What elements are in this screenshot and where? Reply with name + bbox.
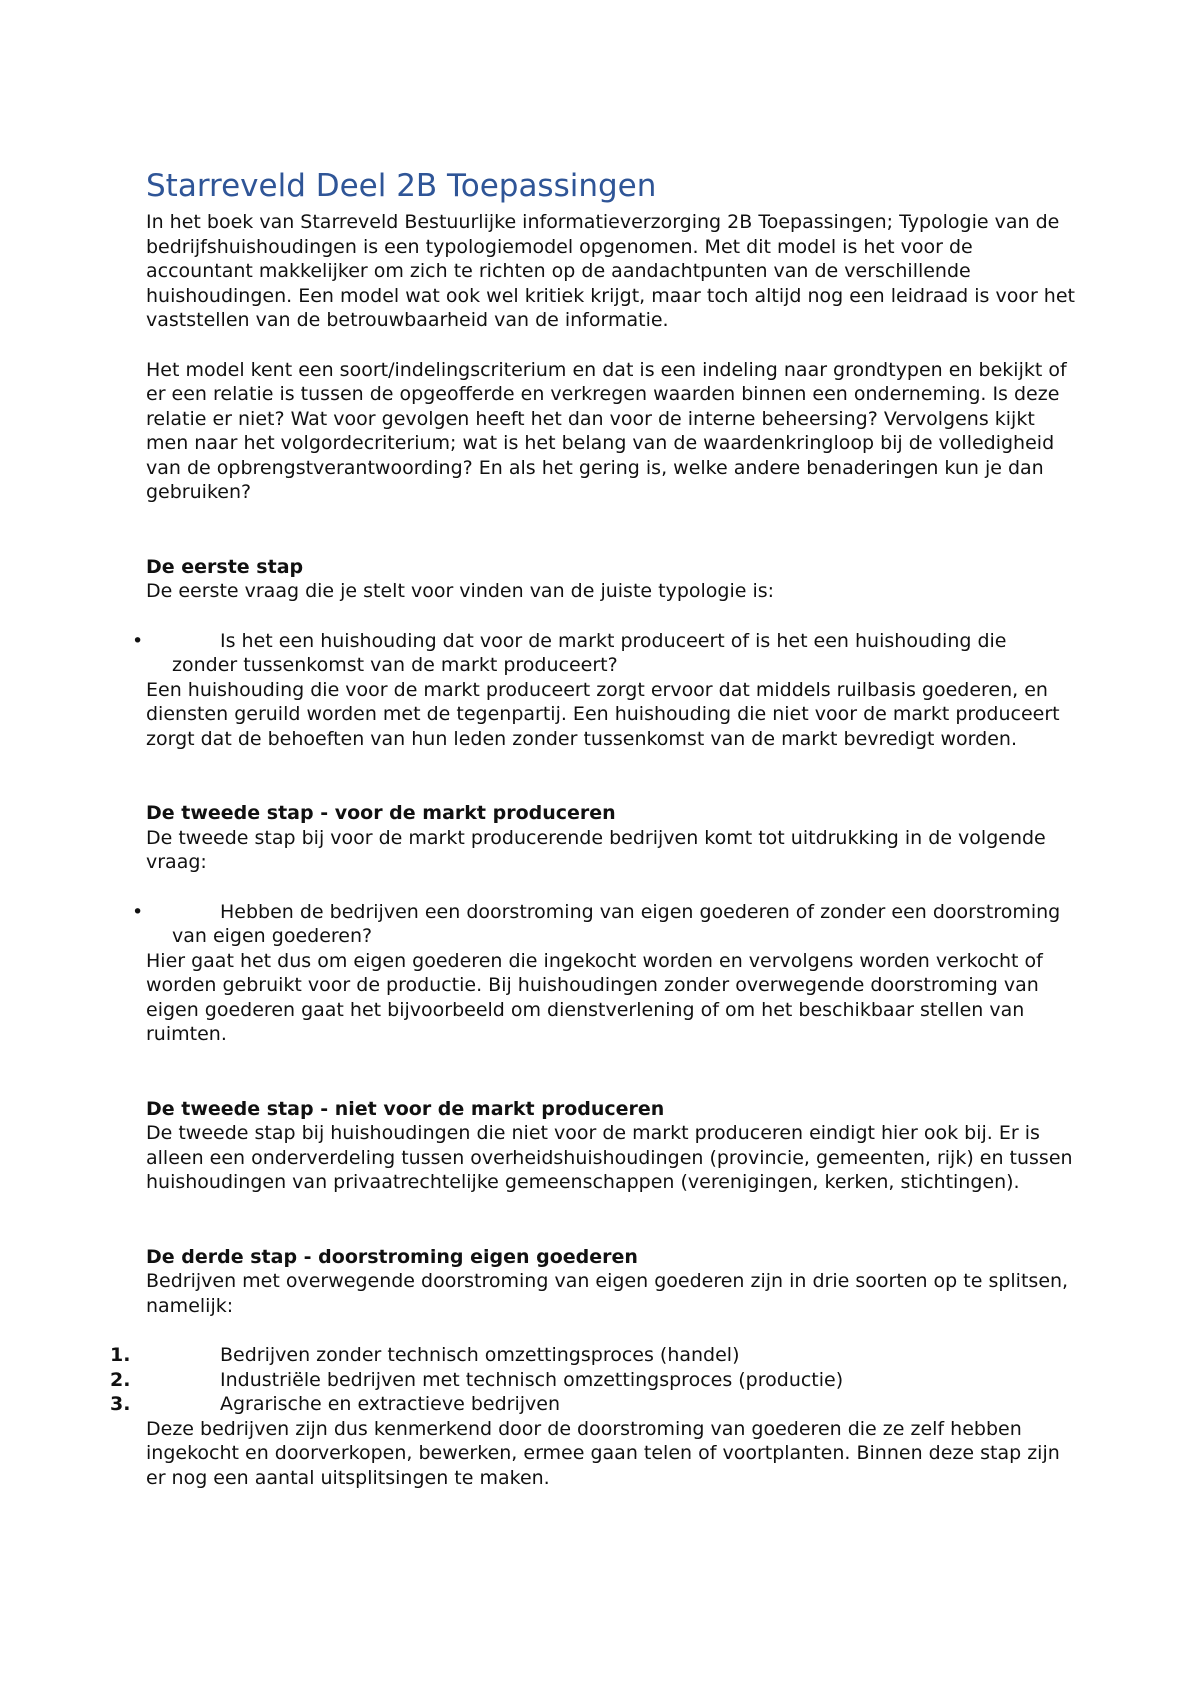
section-lead: De tweede stap bij voor de markt producerende bedrijven komt tot uitdrukking in de volgende vraag: (146, 826, 1046, 873)
numbered-list-item (110, 1343, 1076, 1368)
paragraph-spacer (146, 333, 1076, 358)
intro-paragraph: In het boek van Starreveld Bestuurlijke informatieverzorging 2B Toepassingen; Typologie van de bedrijfshuishoudingen is een typologiemodel opgenomen. Met dit model is het voor de accountant makkelijker om zich te richten op de aandachtpunten van de verschillende huishoudingen. Een model wat ook wel kritiek krijgt, maar toch altijd nog een leidraad is voor het vaststellen van de betrouwbaarheid van de informatie. (146, 211, 1075, 331)
list-item (132, 900, 1076, 949)
intro-paragraph: Het model kent een soort/indelingscriterium en dat is een indeling naar grondtypen en bekijkt of er een relatie is tussen de opgeofferde en verkregen waarden binnen een onderneming. Is deze relatie er niet? Wat voor gevolgen heeft het dan voor de interne beheersing? Vervolgens kijkt men naar het volgordecriterium; wat is het belang van de waardenkringloop bij de volledigheid van de opbrengstverantwoording? En als het gering is, welke andere benaderingen kun je dan gebruiken? (146, 358, 1067, 503)
section-second-step-non-market (146, 1097, 1076, 1195)
section-body: De tweede stap bij huishoudingen die niet voor de markt produceren eindigt hier ook bij. Er is alleen een onderverdeling tussen overheidshuishoudingen (provincie, gemeenten, rijk) en tussen huishoudingen van privaatrechtelijke gemeenschappen (verenigingen, kerken, stichtingen). (146, 1122, 1073, 1193)
list-item-text: Hebben de bedrijven een doorstroming van eigen goederen of zonder een doorstroming van eigen goederen? (172, 900, 1061, 947)
section-spacer (146, 1195, 1076, 1245)
section-heading: De eerste stap (146, 555, 304, 578)
section-body: Deze bedrijven zijn dus kenmerkend door de doorstroming van goederen die ze zelf hebben ingekocht en doorverkopen, bewerken, ermee gaan telen of voortplanten. Binnen deze stap zijn er nog een aantal uitsplitsingen te maken. (146, 1417, 1060, 1489)
section-third-step (110, 1245, 1076, 1491)
section-first-step (132, 555, 1076, 752)
section-spacer (146, 505, 1076, 555)
section-heading: De tweede stap - niet voor de markt produceren (146, 1097, 665, 1120)
list-number: 2. (110, 1368, 131, 1391)
section-heading: De tweede stap - voor de markt produceren (146, 802, 616, 824)
list-item-text: Bedrijven zonder technisch omzettingsproces (handel) (220, 1344, 740, 1366)
list-item-text: Industriële bedrijven met technisch omzettingsproces (productie) (220, 1368, 844, 1391)
list-number: 3. (110, 1393, 131, 1415)
document-title: Starreveld Deel 2B Toepassingen (146, 168, 657, 204)
section-lead: Bedrijven met overwegende doorstroming van eigen goederen zijn in drie soorten op te splitsen, namelijk: (146, 1270, 1069, 1317)
list-number: 1. (110, 1344, 131, 1366)
section-spacer (146, 751, 1076, 801)
section-body: Hier gaat het dus om eigen goederen die ingekocht worden en vervolgens worden verkocht of worden gebruikt voor de productie. Bij huishoudingen zonder overwegende doorstroming van eigen goederen gaat het bijvoorbeeld om dienstverlening of om het beschikbaar stellen van ruimten. (146, 949, 1043, 1045)
numbered-list-item (110, 1392, 1076, 1417)
paragraph-spacer (146, 875, 1076, 900)
list-item-text: Is het een huishouding dat voor de markt produceert of is het een huishouding die zonder tussenkomst van de markt produceert? (172, 629, 1007, 676)
section-second-step-market (132, 801, 1076, 1047)
bullet-icon: • (132, 900, 144, 923)
section-heading: De derde stap - doorstroming eigen goederen (146, 1245, 638, 1268)
paragraph-spacer (146, 604, 1076, 629)
section-lead: De eerste vraag die je stelt voor vinden van de juiste typologie is: (146, 580, 775, 602)
list-item (132, 629, 1076, 678)
section-body: Een huishouding die voor de markt produceert zorgt ervoor dat middels ruilbasis goederen, en diensten geruild worden met de tegenpartij. Een huishouding die niet voor de markt produceert zorgt dat de behoeften van hun leden zonder tussenkomst van de markt bevredigt worden. (146, 678, 1060, 750)
list-item-text: Agrarische en extractieve bedrijven (220, 1393, 560, 1415)
document-body (110, 168, 1076, 1490)
paragraph-spacer (146, 1318, 1076, 1343)
bullet-icon: • (132, 629, 144, 652)
numbered-list-item (110, 1368, 1076, 1393)
section-spacer (146, 1047, 1076, 1097)
